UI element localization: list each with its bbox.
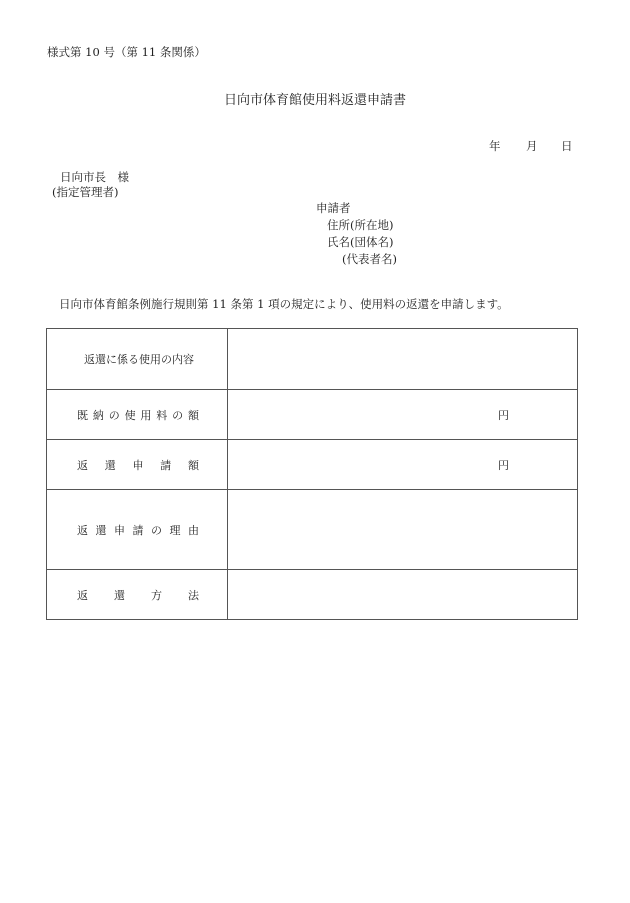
row-label-cell [47,440,228,490]
form-number: 様式第 10 号（第 11 条関係） [47,45,206,59]
applicant-representative-label: (代表者名) [342,252,397,266]
row-label: 既納の使用料の額 [77,408,199,422]
row-label: 返還申請額 [77,458,199,472]
date-year: 年 [489,139,501,153]
row-label: 返還に係る使用の内容 [84,353,194,366]
row-label-cell [47,390,228,440]
addressee-name: 日向市長 様 [60,170,129,184]
date-month: 月 [526,139,538,153]
yen-unit: 円 [498,458,509,472]
date-day: 日 [561,139,573,153]
paid-fee-field[interactable] [228,390,578,440]
row-label: 返還申請の理由 [77,523,199,537]
applicant-name-label: 氏名(団体名) [327,235,394,249]
table-row [47,329,578,390]
yen-unit: 円 [498,408,509,422]
table-row [47,390,578,440]
table-row [47,440,578,490]
page-title: 日向市体育館使用料返還申請書 [223,93,406,108]
table-row [47,490,578,570]
row-label: 返還方法 [77,588,199,602]
row-label-cell [47,490,228,570]
applicant-address-label: 住所(所在地) [327,218,394,232]
refund-amount-field[interactable] [228,440,578,490]
applicant-heading: 申請者 [316,201,351,215]
refund-method-field[interactable] [228,570,578,620]
table-row [47,570,578,620]
refund-reason-field[interactable] [228,490,578,570]
row-label-cell [47,570,228,620]
addressee-alt: (指定管理者) [52,185,119,199]
application-table [46,328,578,620]
row-label-cell [47,329,228,390]
statement: 日向市体育館条例施行規則第 11 条第 1 項の規定により、使用料の返還を申請します。 [59,297,509,311]
usage-content-field[interactable] [228,329,578,390]
